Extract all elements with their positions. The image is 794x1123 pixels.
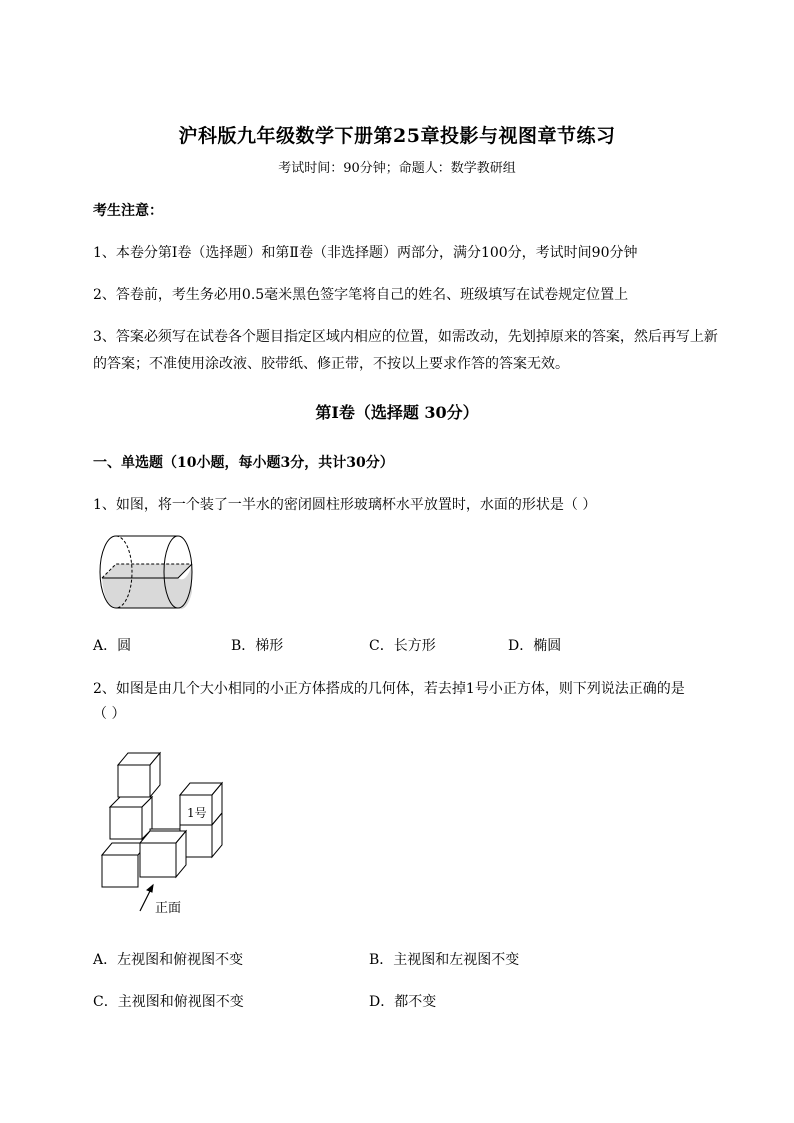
question-2-option-c[interactable]: C．主视图和俯视图不变 xyxy=(93,994,244,1010)
question-1-option-b[interactable]: B．梯形 xyxy=(231,638,284,654)
notice-item-1: 1、本卷分第I卷（选择题）和第Ⅱ卷（非选择题）两部分，满分100分，考试时间90分钟 xyxy=(93,245,638,261)
question-2-option-b[interactable]: B．主视图和左视图不变 xyxy=(369,952,520,968)
question-2-stem-cont: （ ） xyxy=(93,706,126,722)
question-2-option-a[interactable]: A．左视图和俯视图不变 xyxy=(93,952,244,968)
page-title: 沪科版九年级数学下册第25章投影与视图章节练习 xyxy=(178,125,616,147)
notice-item-3-cont: 的答案；不准使用涂改液、胶带纸、修正带，不按以上要求作答的答案无效。 xyxy=(93,356,569,372)
cube-top xyxy=(118,753,160,797)
cube-middle xyxy=(110,797,152,839)
part-heading: 一、单选题（10小题，每小题3分，共计30分） xyxy=(93,455,394,471)
question-1-option-a[interactable]: A．圆 xyxy=(93,638,132,654)
question-1-option-c[interactable]: C．长方形 xyxy=(369,638,436,654)
cubes-figure xyxy=(98,745,228,920)
cube-front-right xyxy=(140,831,186,877)
exam-info: 考试时间：90分钟；命题人：数学教研组 xyxy=(278,161,516,176)
cylinder-figure xyxy=(92,532,204,616)
cube-1-label: 1号 xyxy=(187,806,207,820)
question-2-option-d[interactable]: D．都不变 xyxy=(369,994,437,1010)
question-1-stem: 1、如图，将一个装了一半水的密闭圆柱形玻璃杯水平放置时，水面的形状是（ ） xyxy=(93,497,597,513)
notice-heading: 考生注意： xyxy=(93,203,163,219)
front-label: 正面 xyxy=(155,901,182,916)
question-2-stem: 2、如图是由几个大小相同的小正方体搭成的几何体，若去掉1号小正方体，则下列说法正确的是 xyxy=(93,681,685,697)
notice-item-2: 2、答卷前，考生务必用0.5毫米黑色签字笔将自己的姓名、班级填写在试卷规定位置上 xyxy=(93,287,629,303)
question-1-option-d[interactable]: D．椭圆 xyxy=(508,638,562,654)
section-title: 第I卷（选择题 30分） xyxy=(315,403,479,422)
water-surface xyxy=(102,564,192,578)
notice-item-3: 3、答案必须写在试卷各个题目指定区域内相应的位置，如需改动，先划掉原来的答案，然后再写上新 xyxy=(93,329,718,345)
